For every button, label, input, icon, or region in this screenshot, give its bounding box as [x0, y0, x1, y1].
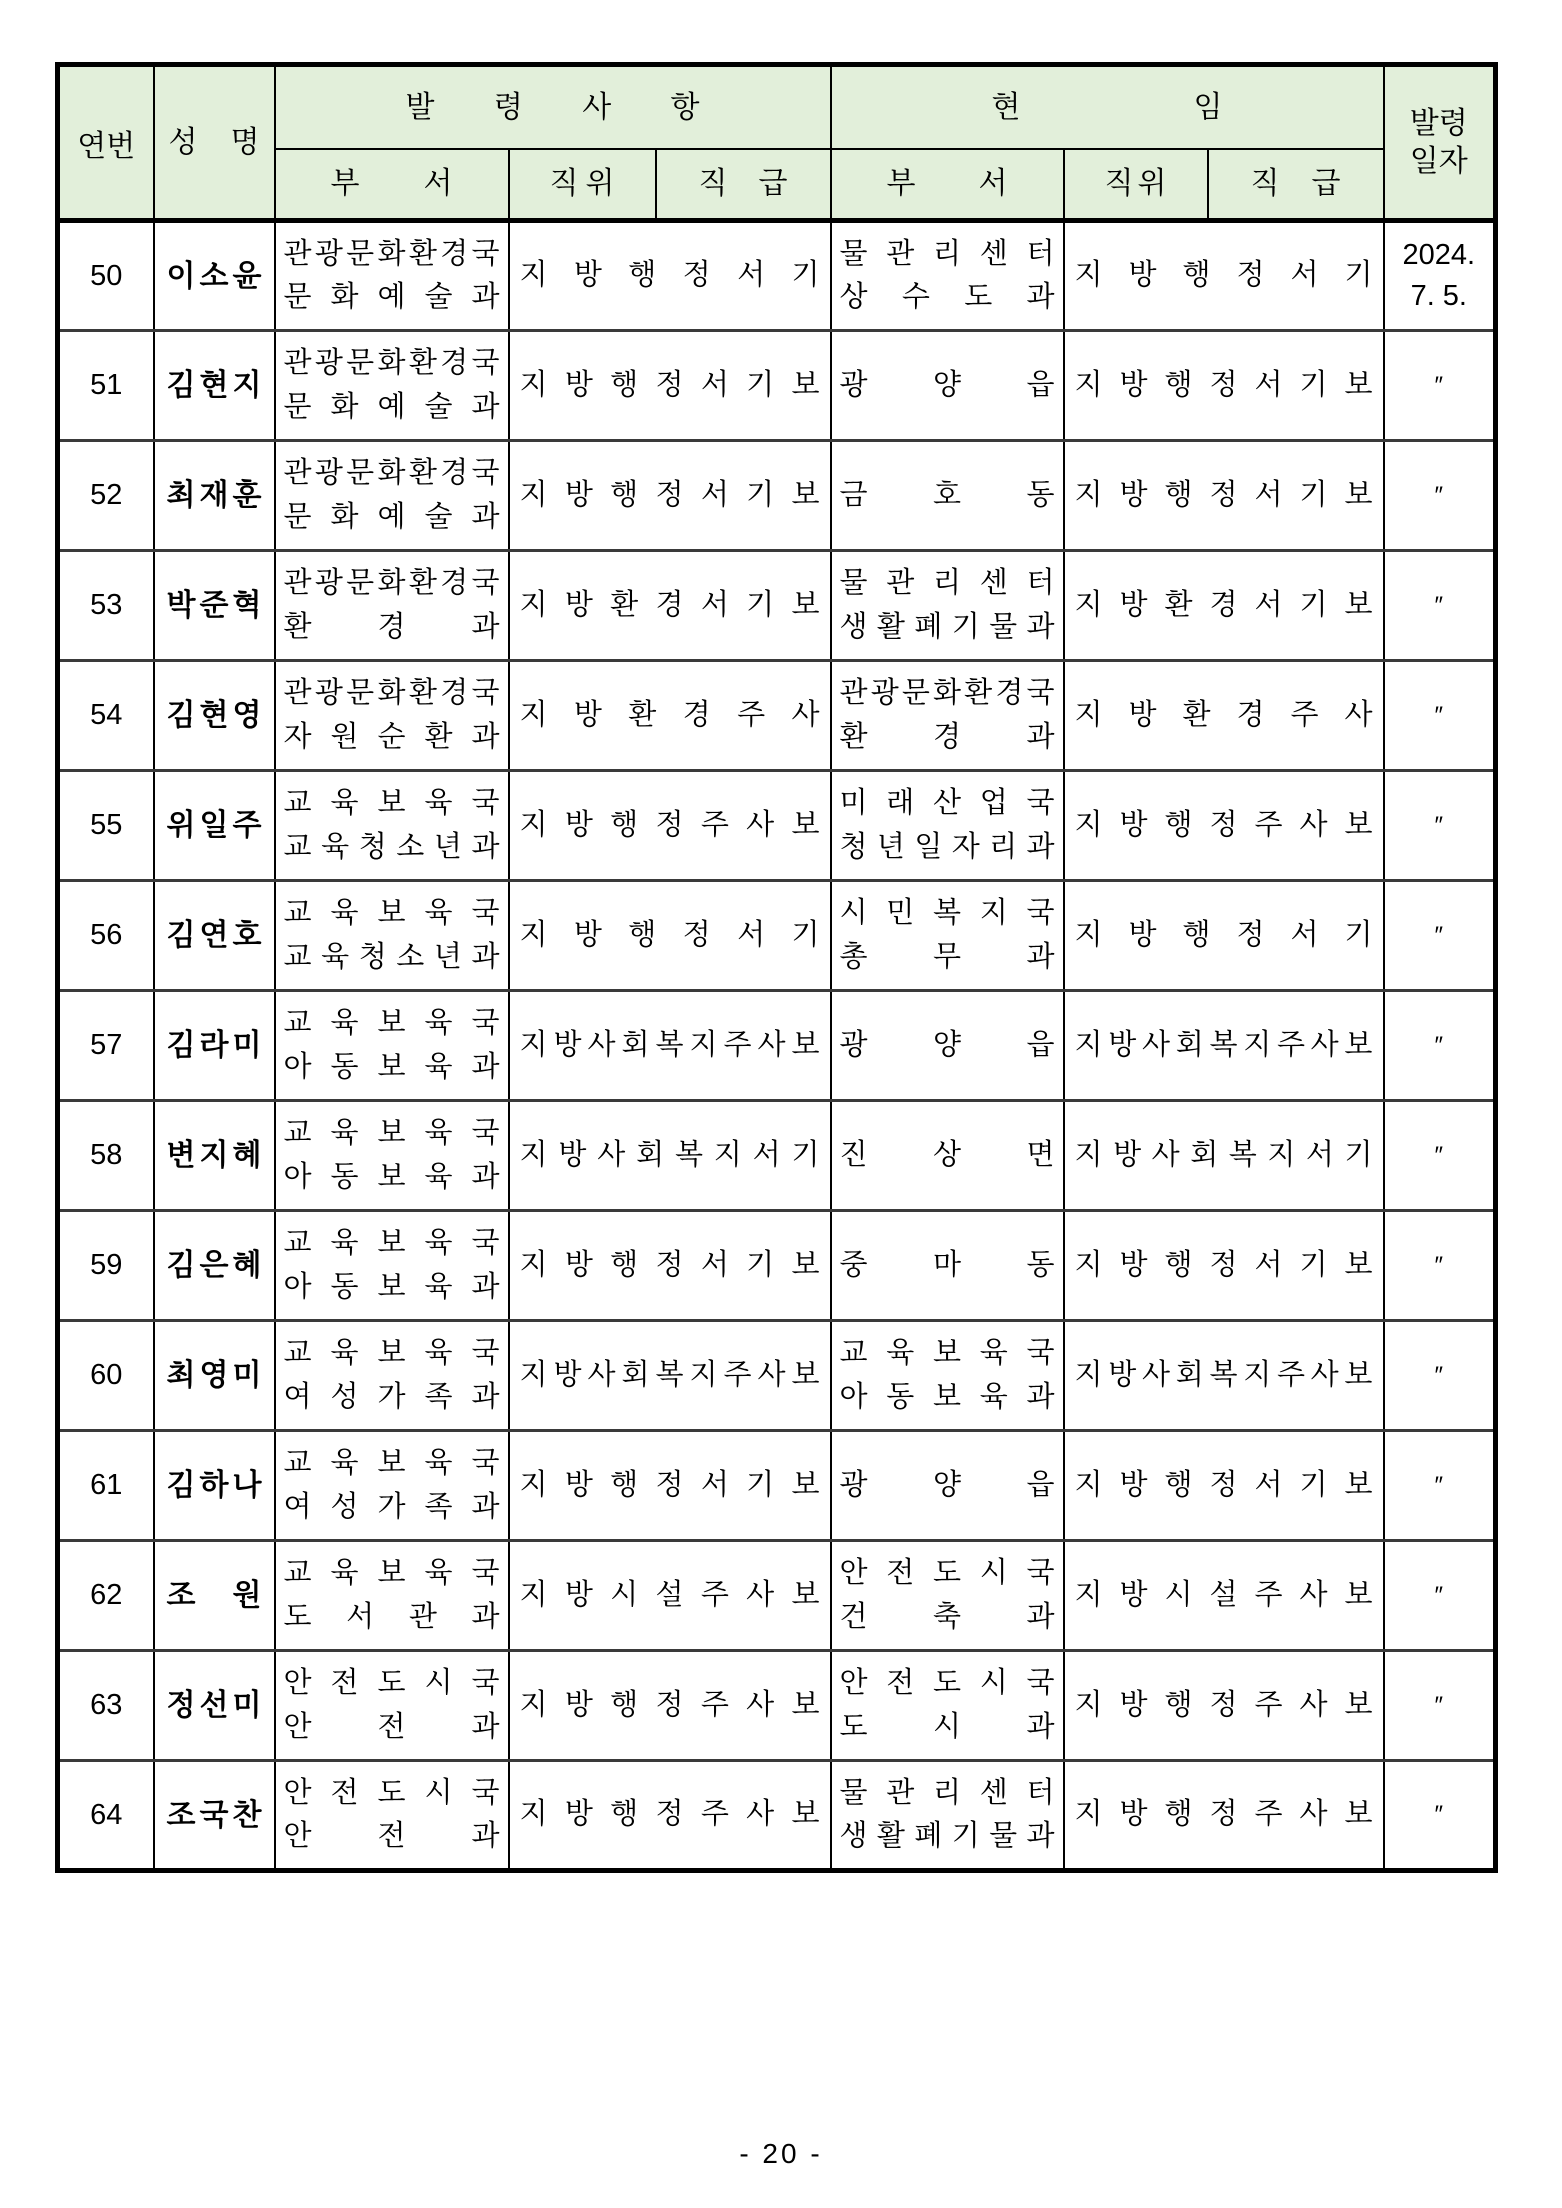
- date-cell: [1384, 221, 1496, 331]
- current-dept-cell: [831, 331, 1064, 441]
- serial-cell: 58: [58, 1101, 154, 1211]
- table-row: [58, 1651, 1496, 1761]
- header-name-label: 성 명: [168, 126, 260, 159]
- date-cell: [1384, 881, 1496, 991]
- new-rank-text: 지 방 행 정 서 기 보: [519, 368, 820, 401]
- current-rank-cell: [1064, 1431, 1384, 1541]
- date-text: ″: [1434, 1251, 1444, 1279]
- new-dept-cell: [275, 1101, 509, 1211]
- table-row: [58, 1761, 1496, 1871]
- new-dept-text: 교 육 보 육 국 교 육 청 소 년 과: [283, 897, 500, 973]
- new-rank-cell: [509, 441, 831, 551]
- current-dept-text: 안 전 도 시 국 도 시 과: [839, 1667, 1055, 1743]
- date-cell: [1384, 1761, 1496, 1871]
- serial-cell: 53: [58, 551, 154, 661]
- table-row: [58, 441, 1496, 551]
- current-rank-text: 지 방 행 정 주 사 보: [1074, 808, 1373, 841]
- name-cell: [154, 441, 275, 551]
- new-rank-cell: [509, 1431, 831, 1541]
- current-dept-cell: [831, 1321, 1064, 1431]
- name-text: 김 하 나: [166, 1469, 262, 1502]
- current-dept-cell: [831, 1101, 1064, 1211]
- new-dept-text: 교 육 보 육 국 교 육 청 소 년 과: [283, 787, 500, 863]
- new-rank-text: 지 방 행 정 주 사 보: [519, 1798, 820, 1831]
- date-cell: [1384, 331, 1496, 441]
- new-dept-text: 교 육 보 육 국 여 성 가 족 과: [283, 1337, 500, 1413]
- current-dept-text: 물 관 리 센 터 생 활 폐 기 물 과: [839, 567, 1055, 643]
- new-rank-text: 지 방 사 회 복 지 주 사 보: [519, 1028, 820, 1061]
- serial-cell: 59: [58, 1211, 154, 1321]
- current-rank-text: 지 방 행 정 서 기: [1074, 918, 1373, 951]
- date-text: ″: [1434, 1801, 1444, 1829]
- new-rank-text: 지 방 행 정 서 기: [519, 259, 820, 292]
- table-row: [58, 1101, 1496, 1211]
- current-rank-text: 지 방 행 정 주 사 보: [1074, 1688, 1373, 1721]
- current-rank-text: 지 방 시 설 주 사 보: [1074, 1578, 1373, 1611]
- current-rank-text: 지 방 행 정 서 기 보: [1074, 1248, 1373, 1281]
- name-text: 위 일 주: [166, 809, 262, 842]
- serial-cell: 54: [58, 661, 154, 771]
- current-dept-text: 중 마 동: [839, 1248, 1055, 1281]
- serial-cell: 61: [58, 1431, 154, 1541]
- new-rank-text: 지 방 행 정 서 기: [519, 918, 820, 951]
- current-rank-cell: [1064, 991, 1384, 1101]
- date-cell: [1384, 551, 1496, 661]
- current-rank-text: 지 방 환 경 주 사: [1074, 698, 1373, 731]
- name-cell: [154, 551, 275, 661]
- new-dept-cell: [275, 1541, 509, 1651]
- new-dept-cell: [275, 1761, 509, 1871]
- name-text: 김 은 혜: [166, 1249, 262, 1282]
- new-rank-cell: [509, 1211, 831, 1321]
- date-text: ″: [1434, 1581, 1444, 1609]
- name-text: 김 현 지: [166, 369, 262, 402]
- current-dept-cell: [831, 1211, 1064, 1321]
- page-number: - 20 -: [739, 2138, 823, 2169]
- date-cell: [1384, 1431, 1496, 1541]
- header-new-position: [509, 149, 656, 221]
- name-text: 정 선 미: [166, 1689, 262, 1722]
- current-dept-cell: [831, 1651, 1064, 1761]
- name-cell: [154, 1321, 275, 1431]
- table-row: [58, 1211, 1496, 1321]
- header-current-label: 현 임: [991, 90, 1223, 124]
- name-text: 최 재 훈: [166, 479, 262, 512]
- name-cell: [154, 1541, 275, 1651]
- new-rank-cell: [509, 991, 831, 1101]
- new-rank-cell: [509, 221, 831, 331]
- current-rank-cell: [1064, 331, 1384, 441]
- new-rank-cell: [509, 1541, 831, 1651]
- new-rank-cell: [509, 551, 831, 661]
- header-new-rank-label: 직 급: [698, 167, 788, 201]
- current-rank-cell: [1064, 1761, 1384, 1871]
- current-rank-cell: [1064, 881, 1384, 991]
- header-new-dept: [275, 149, 509, 221]
- serial-cell: 60: [58, 1321, 154, 1431]
- table-header: [58, 65, 1496, 221]
- header-cur-dept-label: 부 서: [886, 167, 1008, 201]
- date-cell: [1384, 1651, 1496, 1761]
- new-rank-cell: [509, 331, 831, 441]
- table-row: [58, 771, 1496, 881]
- serial-cell: 52: [58, 441, 154, 551]
- new-dept-cell: [275, 1431, 509, 1541]
- current-dept-cell: [831, 881, 1064, 991]
- current-rank-cell: [1064, 1321, 1384, 1431]
- current-rank-cell: [1064, 771, 1384, 881]
- table-row: [58, 331, 1496, 441]
- name-cell: [154, 331, 275, 441]
- new-dept-text: 안 전 도 시 국 안 전 과: [283, 1667, 500, 1743]
- new-dept-cell: [275, 1651, 509, 1761]
- header-name: [154, 65, 275, 221]
- name-cell: [154, 1431, 275, 1541]
- date-text: ″: [1434, 1141, 1444, 1169]
- new-dept-text: 관 광 문 화 환 경 국 문 화 예 술 과: [283, 347, 500, 423]
- new-dept-cell: [275, 881, 509, 991]
- current-dept-text: 교 육 보 육 국 아 동 보 육 과: [839, 1337, 1055, 1413]
- header-cur-rank-label: 직 급: [1250, 167, 1341, 201]
- new-rank-cell: [509, 1101, 831, 1211]
- new-rank-text: 지 방 행 정 서 기 보: [519, 1248, 820, 1281]
- header-cur-position-label: 직 위: [1104, 167, 1167, 201]
- name-text: 최 영 미: [166, 1359, 262, 1392]
- name-cell: [154, 1651, 275, 1761]
- serial-cell: 56: [58, 881, 154, 991]
- current-rank-text: 지 방 사 회 복 지 서 기: [1074, 1138, 1373, 1171]
- current-dept-text: 시 민 복 지 국 총 무 과: [839, 897, 1055, 973]
- date-text: ″: [1434, 1691, 1444, 1719]
- current-dept-text: 미 래 산 업 국 청 년 일 자 리 과: [839, 787, 1055, 863]
- date-cell: [1384, 1211, 1496, 1321]
- header-cur-position: [1064, 149, 1208, 221]
- current-rank-cell: [1064, 1211, 1384, 1321]
- current-rank-text: 지 방 행 정 서 기 보: [1074, 478, 1373, 511]
- current-dept-text: 광 양 읍: [839, 368, 1055, 401]
- serial-cell: 63: [58, 1651, 154, 1761]
- current-dept-cell: [831, 1761, 1064, 1871]
- new-rank-cell: [509, 1321, 831, 1431]
- new-dept-text: 교 육 보 육 국 도 서 관 과: [283, 1557, 500, 1633]
- header-appointment-label: 발 령 사 항: [405, 90, 700, 124]
- name-cell: [154, 991, 275, 1101]
- table-row: [58, 1321, 1496, 1431]
- personnel-order-table: [55, 62, 1498, 1873]
- serial-cell: 50: [58, 221, 154, 331]
- table-row: [58, 881, 1496, 991]
- header-new-rank: [656, 149, 831, 221]
- new-dept-text: 교 육 보 육 국 아 동 보 육 과: [283, 1227, 500, 1303]
- date-cell: [1384, 1541, 1496, 1651]
- new-dept-text: 교 육 보 육 국 아 동 보 육 과: [283, 1007, 500, 1083]
- date-text: ″: [1434, 371, 1444, 399]
- date-cell: [1384, 661, 1496, 771]
- new-dept-text: 관 광 문 화 환 경 국 자 원 순 환 과: [283, 677, 500, 753]
- new-rank-cell: [509, 1761, 831, 1871]
- new-dept-text: 관 광 문 화 환 경 국 환 경 과: [283, 567, 500, 643]
- current-rank-cell: [1064, 1541, 1384, 1651]
- new-rank-text: 지 방 행 정 주 사 보: [519, 808, 820, 841]
- new-dept-cell: [275, 661, 509, 771]
- header-new-dept-label: 부 서: [330, 167, 453, 201]
- name-cell: [154, 661, 275, 771]
- current-rank-text: 지 방 사 회 복 지 주 사 보: [1074, 1028, 1373, 1061]
- date-cell: [1384, 441, 1496, 551]
- new-rank-text: 지 방 행 정 서 기 보: [519, 478, 820, 511]
- new-rank-text: 지 방 행 정 주 사 보: [519, 1688, 820, 1721]
- table-row: [58, 551, 1496, 661]
- date-text: ″: [1434, 1471, 1444, 1499]
- new-rank-cell: [509, 771, 831, 881]
- new-dept-cell: [275, 221, 509, 331]
- serial-cell: 57: [58, 991, 154, 1101]
- new-rank-text: 지 방 행 정 서 기 보: [519, 1468, 820, 1501]
- table-row: [58, 1541, 1496, 1651]
- new-rank-cell: [509, 1651, 831, 1761]
- header-date: [1384, 65, 1496, 221]
- name-cell: [154, 221, 275, 331]
- new-dept-cell: [275, 551, 509, 661]
- new-rank-cell: [509, 881, 831, 991]
- name-text: 조 국 찬: [166, 1798, 262, 1832]
- current-rank-text: 지 방 행 정 주 사 보: [1074, 1798, 1373, 1831]
- date-cell: [1384, 1101, 1496, 1211]
- name-text: 조 원: [166, 1579, 262, 1612]
- table-body: [58, 221, 1496, 1871]
- date-text: ″: [1434, 591, 1444, 619]
- current-dept-text: 관 광 문 화 환 경 국 환 경 과: [839, 677, 1055, 753]
- name-text: 김 라 미: [166, 1029, 262, 1062]
- new-dept-cell: [275, 441, 509, 551]
- current-rank-text: 지 방 행 정 서 기 보: [1074, 1468, 1373, 1501]
- current-dept-text: 물 관 리 센 터 상 수 도 과: [839, 237, 1055, 313]
- name-cell: [154, 771, 275, 881]
- current-dept-cell: [831, 221, 1064, 331]
- date-text: ″: [1434, 921, 1444, 949]
- date-text: ″: [1434, 481, 1444, 509]
- current-rank-cell: [1064, 1101, 1384, 1211]
- name-text: 김 연 호: [166, 919, 262, 952]
- current-rank-cell: [1064, 221, 1384, 331]
- header-appointment-group: [275, 65, 831, 149]
- current-dept-text: 안 전 도 시 국 건 축 과: [839, 1557, 1055, 1633]
- date-cell: [1384, 1321, 1496, 1431]
- header-cur-rank: [1208, 149, 1384, 221]
- new-dept-cell: [275, 1321, 509, 1431]
- current-dept-cell: [831, 1541, 1064, 1651]
- new-dept-text: 교 육 보 육 국 여 성 가 족 과: [283, 1447, 500, 1523]
- new-dept-text: 안 전 도 시 국 안 전 과: [283, 1776, 500, 1852]
- header-serial: 연번: [58, 65, 154, 221]
- current-dept-text: 금 호 동: [839, 478, 1055, 511]
- date-text: ″: [1434, 701, 1444, 729]
- current-dept-text: 광 양 읍: [839, 1028, 1055, 1061]
- new-dept-cell: [275, 1211, 509, 1321]
- new-rank-text: 지 방 시 설 주 사 보: [519, 1578, 820, 1611]
- new-rank-cell: [509, 661, 831, 771]
- new-dept-text: 관 광 문 화 환 경 국 문 화 예 술 과: [283, 237, 500, 313]
- name-cell: [154, 1211, 275, 1321]
- name-cell: [154, 1101, 275, 1211]
- header-current-group: [831, 65, 1384, 149]
- name-text: 김 현 영: [166, 699, 262, 732]
- current-rank-cell: [1064, 551, 1384, 661]
- date-text: ″: [1434, 1031, 1444, 1059]
- header-date-label: 발령 일자: [1409, 107, 1468, 178]
- current-rank-text: 지 방 행 정 서 기: [1074, 259, 1373, 292]
- current-rank-cell: [1064, 661, 1384, 771]
- serial-cell: 64: [58, 1761, 154, 1871]
- header-new-position-label: 직 위: [549, 167, 615, 201]
- current-dept-cell: [831, 441, 1064, 551]
- name-cell: [154, 1761, 275, 1871]
- new-rank-text: 지 방 환 경 서 기 보: [519, 588, 820, 621]
- header-group-row: [58, 65, 1496, 149]
- name-cell: [154, 881, 275, 991]
- current-rank-text: 지 방 사 회 복 지 주 사 보: [1074, 1358, 1373, 1391]
- table-row: [58, 221, 1496, 331]
- table-row: [58, 991, 1496, 1101]
- current-dept-cell: [831, 771, 1064, 881]
- new-dept-text: 교 육 보 육 국 아 동 보 육 과: [283, 1117, 500, 1193]
- current-dept-text: 광 양 읍: [839, 1468, 1055, 1501]
- current-dept-cell: [831, 991, 1064, 1101]
- serial-cell: 62: [58, 1541, 154, 1651]
- current-rank-cell: [1064, 441, 1384, 551]
- new-dept-cell: [275, 991, 509, 1101]
- date-cell: [1384, 771, 1496, 881]
- current-dept-text: 물 관 리 센 터 생 활 폐 기 물 과: [839, 1776, 1055, 1852]
- name-text: 박 준 혁: [166, 589, 262, 622]
- new-dept-cell: [275, 331, 509, 441]
- name-text: 변 지 혜: [166, 1139, 262, 1172]
- new-dept-text: 관 광 문 화 환 경 국 문 화 예 술 과: [283, 457, 500, 533]
- current-dept-cell: [831, 1431, 1064, 1541]
- date-text: ″: [1434, 1361, 1444, 1389]
- header-cur-dept: [831, 149, 1064, 221]
- new-rank-text: 지 방 환 경 주 사: [519, 698, 820, 731]
- name-text: 이 소 윤: [166, 259, 262, 293]
- new-rank-text: 지 방 사 회 복 지 서 기: [519, 1138, 820, 1171]
- current-rank-cell: [1064, 1651, 1384, 1761]
- date-cell: [1384, 991, 1496, 1101]
- new-rank-text: 지 방 사 회 복 지 주 사 보: [519, 1358, 820, 1391]
- current-dept-text: 진 상 면: [839, 1138, 1055, 1171]
- current-dept-cell: [831, 551, 1064, 661]
- table-row: [58, 661, 1496, 771]
- table-row: [58, 1431, 1496, 1541]
- new-dept-cell: [275, 771, 509, 881]
- current-rank-text: 지 방 행 정 서 기 보: [1074, 368, 1373, 401]
- current-dept-cell: [831, 661, 1064, 771]
- date-text: 2024. 7. 5.: [1402, 239, 1476, 312]
- date-text: ″: [1434, 811, 1444, 839]
- serial-cell: 55: [58, 771, 154, 881]
- current-rank-text: 지 방 환 경 서 기 보: [1074, 588, 1373, 621]
- serial-cell: 51: [58, 331, 154, 441]
